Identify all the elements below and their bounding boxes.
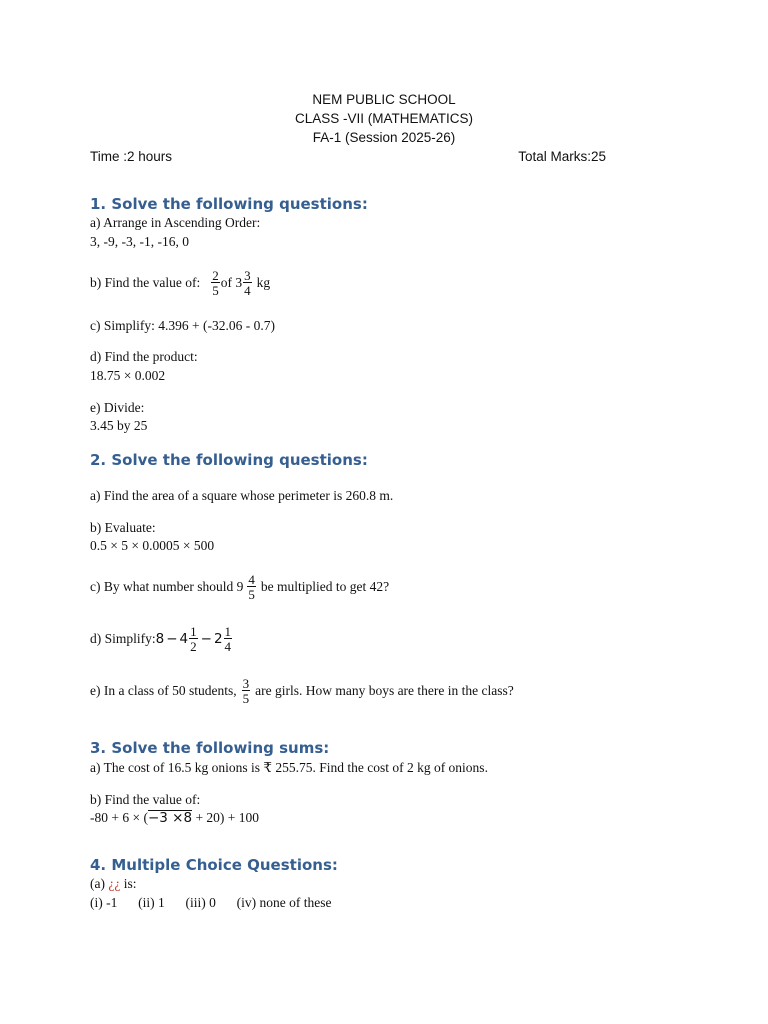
q2d-f2-num: 1 — [224, 624, 232, 639]
q2b-values: 0.5 × 5 × 0.0005 × 500 — [90, 538, 215, 553]
q1b-fraction-1 — [211, 269, 220, 297]
q2e-prefix: e) In a class of 50 students, — [90, 683, 237, 698]
q3a: a) The cost of 16.5 kg onions is ₹ 255.75. Find the cost of 2 kg of onions. — [90, 760, 488, 775]
q1b-fraction-2 — [243, 269, 252, 297]
q1d-values: 18.75 × 0.002 — [90, 368, 166, 383]
q1e-values: 3.45 by 25 — [90, 418, 148, 433]
q2d-f2-den: 4 — [224, 639, 232, 654]
section-3-heading: 3. Solve the following sums: — [90, 739, 330, 757]
q2d-term-b: 4 — [179, 631, 189, 647]
q2d-term-c: 2 — [213, 631, 223, 647]
class-title: CLASS -VII (MATHEMATICS) — [294, 111, 473, 126]
q3b-suffix: + 20) + 100 — [192, 810, 260, 825]
q1b-frac2-den: 4 — [244, 283, 251, 298]
q1b-unit: kg — [256, 275, 271, 290]
q1b-frac1-num: 2 — [212, 268, 219, 283]
q2c-den: 5 — [248, 587, 255, 602]
q4a-prefix: (a) — [90, 876, 105, 891]
q1e-label: e) Divide: — [90, 400, 145, 415]
q4a-option-3: (iii) 0 — [185, 895, 216, 910]
q2c-suffix: be multiplied to get 42? — [260, 579, 390, 594]
q1b-prefix: b) Find the value of: — [90, 275, 201, 290]
q1d-label: d) Find the product: — [90, 349, 198, 364]
q2e-suffix: are girls. How many boys are there in the class? — [255, 683, 514, 698]
q2d-term-a: 8 — [155, 631, 165, 647]
q2e-num: 3 — [242, 676, 250, 691]
q2a: a) Find the area of a square whose perimeter is 260.8 m. — [90, 488, 394, 503]
q3b-expression — [90, 810, 259, 826]
q2d-f1-num: 1 — [190, 624, 197, 639]
q2e — [90, 672, 514, 710]
q3b-label: b) Find the value of: — [90, 792, 201, 807]
q2e-fraction — [242, 677, 251, 705]
q3b-prefix: -80 + 6 × ( — [90, 810, 148, 825]
q2d-fraction-1 — [189, 625, 198, 653]
q1b-of: of 3 — [220, 275, 243, 290]
q2d-prefix: d) Simplify: — [90, 631, 156, 646]
q2c-num: 4 — [248, 572, 255, 587]
q1c: c) Simplify: 4.396 + (-32.06 - 0.7) — [90, 318, 275, 333]
q2d-f1-den: 2 — [190, 639, 197, 654]
q2d-minus-2: − — [200, 631, 212, 647]
q4a-options — [90, 895, 331, 911]
section-2-heading: 2. Solve the following questions: — [90, 451, 368, 469]
q2d — [90, 620, 233, 658]
q4a-option-1: (i) -1 — [90, 895, 118, 910]
q2d-fraction-2 — [224, 625, 233, 653]
q2e-den: 5 — [242, 691, 250, 706]
q1a-label: a) Arrange in Ascending Order: — [90, 215, 261, 230]
q4a — [90, 876, 136, 892]
q2c-prefix: c) By what number should 9 — [90, 579, 244, 594]
exam-title: FA-1 (Session 2025-26) — [312, 130, 456, 145]
q4a-option-4: (iv) none of these — [236, 895, 332, 910]
q4a-option-2: (ii) 1 — [138, 895, 165, 910]
q2c-fraction — [247, 573, 256, 601]
section-4-heading: 4. Multiple Choice Questions: — [90, 856, 338, 874]
q1b — [90, 264, 270, 302]
q1a-values: 3, -9, -3, -1, -16, 0 — [90, 234, 189, 249]
section-1-heading: 1. Solve the following questions: — [90, 195, 368, 213]
q4a-missing-expression: ¿¿ — [108, 876, 121, 891]
q2d-minus-1: − — [166, 631, 178, 647]
time-allowed: Time :2 hours — [90, 149, 173, 164]
q4a-suffix: is: — [123, 876, 137, 891]
total-marks: Total Marks:25 — [518, 149, 606, 164]
q2c — [90, 568, 389, 606]
q1b-frac2-num: 3 — [244, 268, 251, 283]
q2b-label: b) Evaluate: — [90, 520, 156, 535]
q1b-frac1-den: 5 — [212, 283, 219, 298]
q3b-overlined-term: −3 ×8 — [147, 810, 193, 826]
school-name: NEM PUBLIC SCHOOL — [312, 92, 456, 107]
